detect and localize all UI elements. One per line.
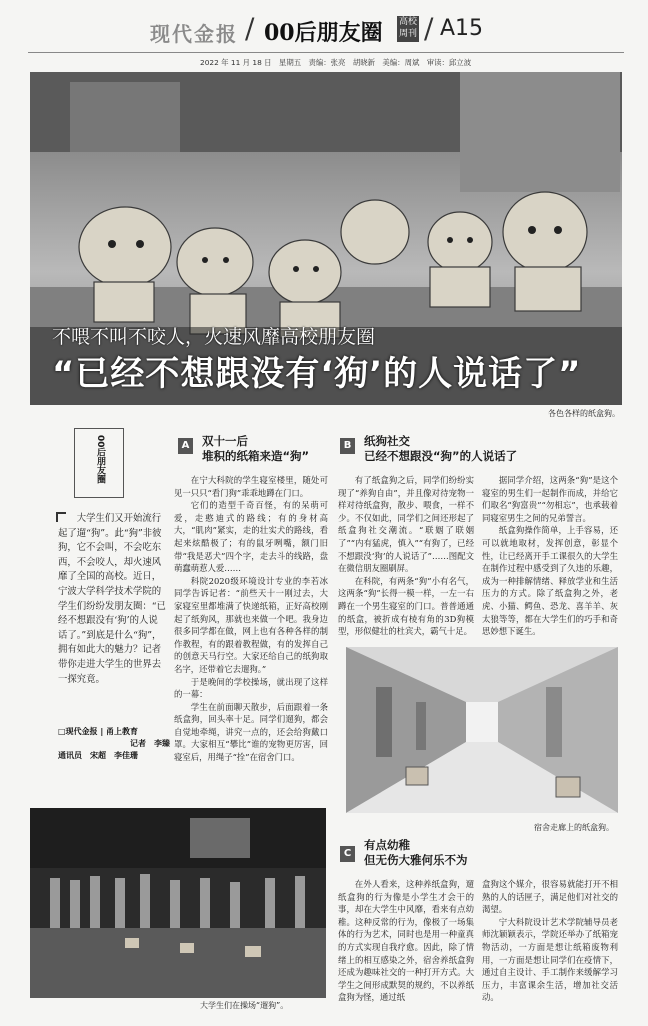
masthead-divider: / bbox=[245, 12, 255, 45]
section-a-badge: A bbox=[178, 438, 193, 454]
column-logo-text: 00后朋友圈 bbox=[95, 435, 105, 484]
section-a-paragraph: 在宁大科院的学生寝室楼里，随处可见一只只“看门狗”乖乖地蹲在门口。 bbox=[174, 475, 328, 498]
section-c-paragraph: 宁大科院设计艺术学院辅导员老师沈颖颖表示，学院还举办了纸箱宠物活动，一方面是想让纸箱废物利用，一方面是想让同学们在疫情下，通过自主设计、手工制作来缓解学习压力，丰富课余生活，增加社交活动。 bbox=[482, 916, 618, 1003]
byline-reporter: 记者 李臻 bbox=[130, 739, 170, 748]
section-a-paragraph: 学生在前面聊天散步，后面跟着一条纸盒狗，回头率十足。同学们遛狗，都会自觉地牵绳，讲究一点的，还会给狗戴口罩。大家相互“攀比”谁的宠物更厉害，回寝室后，用绳子“拴”在宿舍门口。 bbox=[174, 701, 328, 763]
hero-title: “已经不想跟没有‘狗’的人说话了” bbox=[52, 354, 582, 394]
byline bbox=[58, 726, 170, 762]
section-b-paragraph: 有了纸盒狗之后，同学们纷纷实现了“养狗自由”，并且像对待宠物一样对待纸盒狗，散步、喂食，一样不少。不仅如此，同学们之间还形起了纸盒狗社交潮流。“联姻了联姻了”“内有猛虎，慎入”“有狗了，已经不想跟没‘狗’的人说话了”……图配文在微信朋友圈刷屏。 bbox=[338, 475, 474, 574]
section-c-body-right bbox=[482, 878, 618, 1004]
masthead-section: 00后朋友圈 bbox=[264, 20, 383, 46]
playground-photo bbox=[30, 808, 326, 998]
section-a-paragraph: 科院2020级环境设计专业的李若冰同学告诉记者：“前些天十一刚过去，大家寝室里都堆满了快递纸箱，正好高校刚起了纸狗风，那就也来做一个吧。我身边很多同学都在做，网上也有各种各样的制作教程，有的跟着教程做，有的发挥自己的创意天马行空。大家还给自己的纸狗取名字，还带着它去遛狗。” bbox=[174, 575, 328, 674]
section-b-badge: B bbox=[340, 438, 355, 454]
section-a-paragraph: 于是晚间的学校操场，就出现了这样的一幕： bbox=[174, 676, 328, 700]
page-number: A15 bbox=[440, 16, 484, 41]
masthead-brand: 现代金报 bbox=[150, 22, 238, 46]
section-b-body-left bbox=[338, 474, 474, 638]
section-c-heading bbox=[364, 838, 614, 868]
section-c-badge: C bbox=[340, 846, 355, 862]
playground-caption: 大学生们在操场“遛狗”。 bbox=[200, 1001, 289, 1010]
byline-outlet: □现代金报 | 甬上教育 bbox=[58, 727, 139, 736]
section-c-title-2: 但无伤大雅何乐不为 bbox=[364, 853, 468, 867]
section-c-body-left bbox=[338, 878, 474, 1004]
byline-correspondents: 通讯员 宋超 李佳珊 bbox=[58, 751, 138, 760]
corridor-photo bbox=[346, 647, 618, 813]
section-c-paragraph: 在外人看来，这种养纸盒狗，遛纸盒狗的行为像是小学生才会干的事，却在大学生中风靡，看来有点幼稚。这种反常的行为，像极了一场集体的行为艺术，同时也是用一种童真的方式实现自我疗愈。因此，除了情绪上的相互感染之外，宿舍养纸盒狗还成为趣味社交的一种打开方式。大学生之间形成默契的规约，不以养纸盒狗为怪，通过纸 bbox=[338, 879, 474, 1003]
corridor-illustration bbox=[346, 647, 618, 813]
section-c-paragraph: 盒狗这个媒介，很容易就能打开不相熟的人的话匣子，满足他们对社交的渴望。 bbox=[482, 879, 618, 915]
corridor-caption: 宿舍走廊上的纸盒狗。 bbox=[534, 823, 614, 832]
hero-subtitle: 不喂不叫不咬人，火速风靡高校朋友圈 bbox=[52, 326, 376, 348]
section-b-title-2: 已经不想跟没“狗”的人说话了 bbox=[364, 449, 518, 463]
section-c-title-1: 有点幼稚 bbox=[364, 838, 410, 852]
playground-illustration bbox=[30, 808, 326, 998]
section-b-title-1: 纸狗社交 bbox=[364, 434, 410, 448]
masthead-tag: 高校周刊 bbox=[397, 16, 419, 42]
section-a-body bbox=[174, 474, 328, 764]
section-b-paragraph: 据同学介绍，这两条“狗”是这个寝室的男生们一起制作而成，并给它们取名“狗富贵”“勿相忘”，也承载着同寝室男生之间的兄弟誓言。 bbox=[482, 475, 618, 523]
section-a-paragraph: 它们的造型千奇百怪，有的呆萌可爱，走憨迪式的路线；有的身材高大，“肌肉”紧实，走的壮实犬的路线，看起来炫酷极了；有的鼠牙咧嘴，额门旧带“我是恶犬”四个字，走去斗的线路，盘萌蠢萌惹人爱…… bbox=[174, 500, 328, 574]
section-a-heading bbox=[202, 434, 336, 464]
section-a-title-2: 堆积的纸箱来造“狗” bbox=[202, 449, 310, 463]
section-b-paragraph: 在科院，有两条“狗”小有名气，这两条“狗”长得一模一样，一左一右蹲在一个男生寝室的门口。普普通通的纸盒，被折成有棱有角的3D狗模型，形似健壮的杜宾犬，霸气十足。 bbox=[338, 575, 474, 637]
masthead-divider: / bbox=[424, 12, 434, 45]
dateline: 2022 年 11 月 18 日 星期五 责编：张亮 胡晓新 美编：周斌 审读：邱立波 bbox=[200, 58, 472, 67]
section-b-heading bbox=[364, 434, 614, 464]
section-b-paragraph: 纸盒狗操作简单，上手容易，还可以就地取材，发挥创意，彰显个性，让已经离开手工课很久的大学生在制作过程中感受到了久违的乐趣，成为一种排解情绪、释放学业和生活压力的方式。除了纸盒狗之外，老虎、小猫、鳄鱼、恐龙、喜羊羊、灰太狼等等，都在大学生们的巧手和奇思妙想下诞生。 bbox=[482, 525, 618, 637]
section-a-title-1: 双十一后 bbox=[202, 434, 248, 448]
masthead-rule bbox=[28, 52, 624, 53]
section-b-body-right bbox=[482, 474, 618, 638]
lead-paragraph: 大学生们又开始流行起了遛“狗”。此“狗”非彼狗，它不会叫，不会吃东西，不会咬人，却火速风靡了全国的高校。近日，宁波大学科学技术学院的学生们纷纷发朋友圈：“已经不想跟没有‘狗’的人说话了。”到底是什么“狗”，拥有如此大的魅力？记者带你走进大学生的世界去一探究竟。 bbox=[58, 513, 166, 685]
hero-caption: 各色各样的纸盒狗。 bbox=[548, 409, 620, 418]
column-logo bbox=[74, 428, 124, 498]
